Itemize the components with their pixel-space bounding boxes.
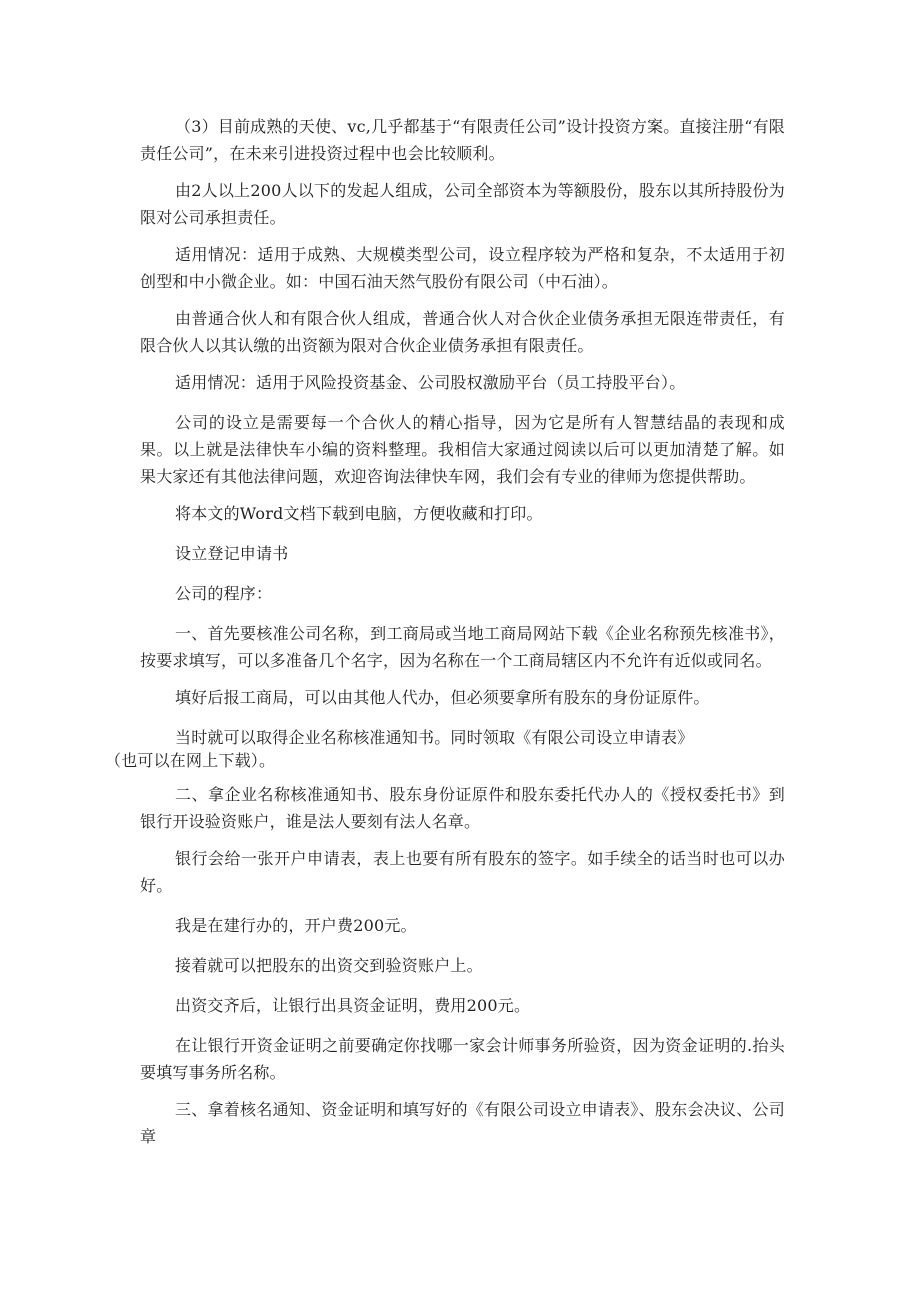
paragraph-registration-form-title: 设立登记申请书 — [175, 544, 289, 563]
paragraph-step-two-bank-account: 二、拿企业名称核准通知书、股东身份证原件和股东委托代办人的《授权委托书》到银行开设验资账户，谁是法人要刻有法人名章。 — [140, 785, 785, 831]
paragraph-bank-application-form: 银行会给一张开户申请表，表上也要有所有股东的签字。如手续全的话当时也可以办好。 — [140, 849, 785, 895]
paragraph-step-one-name-approval: 一、首先要核准公司名称，到工商局或当地工商局网站下载《企业名称预先核准书》，按要求填写，可以多准备几个名字，因为名称在一个工商局辖区内不允许有近似或同名。 — [140, 624, 785, 670]
paragraph-obtain-notice-line-1: 当时就可以取得企业名称核准通知书。同时领取《有限公司设立申请表》 — [175, 728, 694, 747]
paragraph-obtain-notice-line-2: （也可以在网上下载）。 — [105, 751, 276, 770]
paragraph-company-procedure-heading: 公司的程序： — [175, 584, 273, 603]
document-body — [105, 113, 786, 1160]
paragraph-joint-stock-definition: 由2人以上200人以下的发起人组成，公司全部资本为等额股份，股东以其所持股份为限对公司承担责任。 — [140, 181, 785, 227]
paragraph-step-three-submission: 三、拿着核名通知、资金证明和填写好的《有限公司设立申请表》、股东会决议、公司章 — [140, 1100, 785, 1146]
paragraph-conclusion: 公司的设立是需要每一个合伙人的精心指导，因为它是所有人智慧结晶的表现和成果。以上就是法律快车小编的资料整理。我相信大家通过阅读以后可以更加清楚了解。如果大家还有其他法律问题，欢迎咨询法律快车网，我们会有专业的律师为您提供帮助。 — [140, 413, 785, 486]
paragraph-deposit-capital: 接着就可以把股东的出资交到验资账户上。 — [175, 956, 483, 975]
paragraph-investment-scheme: （3）目前成熟的天使、vc,几乎都基于“有限责任公司”设计投资方案。直接注册“有限责任公司”，在未来引进投资过程中也会比较顺利。 — [140, 117, 786, 163]
paragraph-submit-to-bureau: 填好后报工商局，可以由其他人代办，但必须要拿所有股东的身份证原件。 — [175, 688, 710, 707]
paragraph-download-word: 将本文的Word文档下载到电脑，方便收藏和打印。 — [175, 504, 543, 523]
paragraph-accounting-firm: 在让银行开资金证明之前要确定你找哪一家会计师事务所验资，因为资金证明的.抬头要填写事务所名称。 — [140, 1036, 785, 1082]
paragraph-capital-certificate: 出资交齐后，让银行出具资金证明，费用200元。 — [175, 996, 531, 1015]
paragraph-limited-partnership-definition: 由普通合伙人和有限合伙人组成，普通合伙人对合伙企业债务承担无限连带责任，有限合伙人以其认缴的出资额为限对合伙企业债务承担有限责任。 — [140, 309, 785, 355]
paragraph-joint-stock-applicability: 适用情况：适用于成熟、大规模类型公司，设立程序较为严格和复杂，不太适用于初创型和中小微企业。如：中国石油天然气股份有限公司（中石油）。 — [140, 245, 785, 291]
paragraph-account-opening-fee: 我是在建行办的，开户费200元。 — [175, 916, 417, 935]
paragraph-obtain-notice — [105, 724, 785, 771]
paragraph-limited-partnership-applicability: 适用情况：适用于风险投资基金、公司股权激励平台（员工持股平台）。 — [175, 373, 686, 392]
